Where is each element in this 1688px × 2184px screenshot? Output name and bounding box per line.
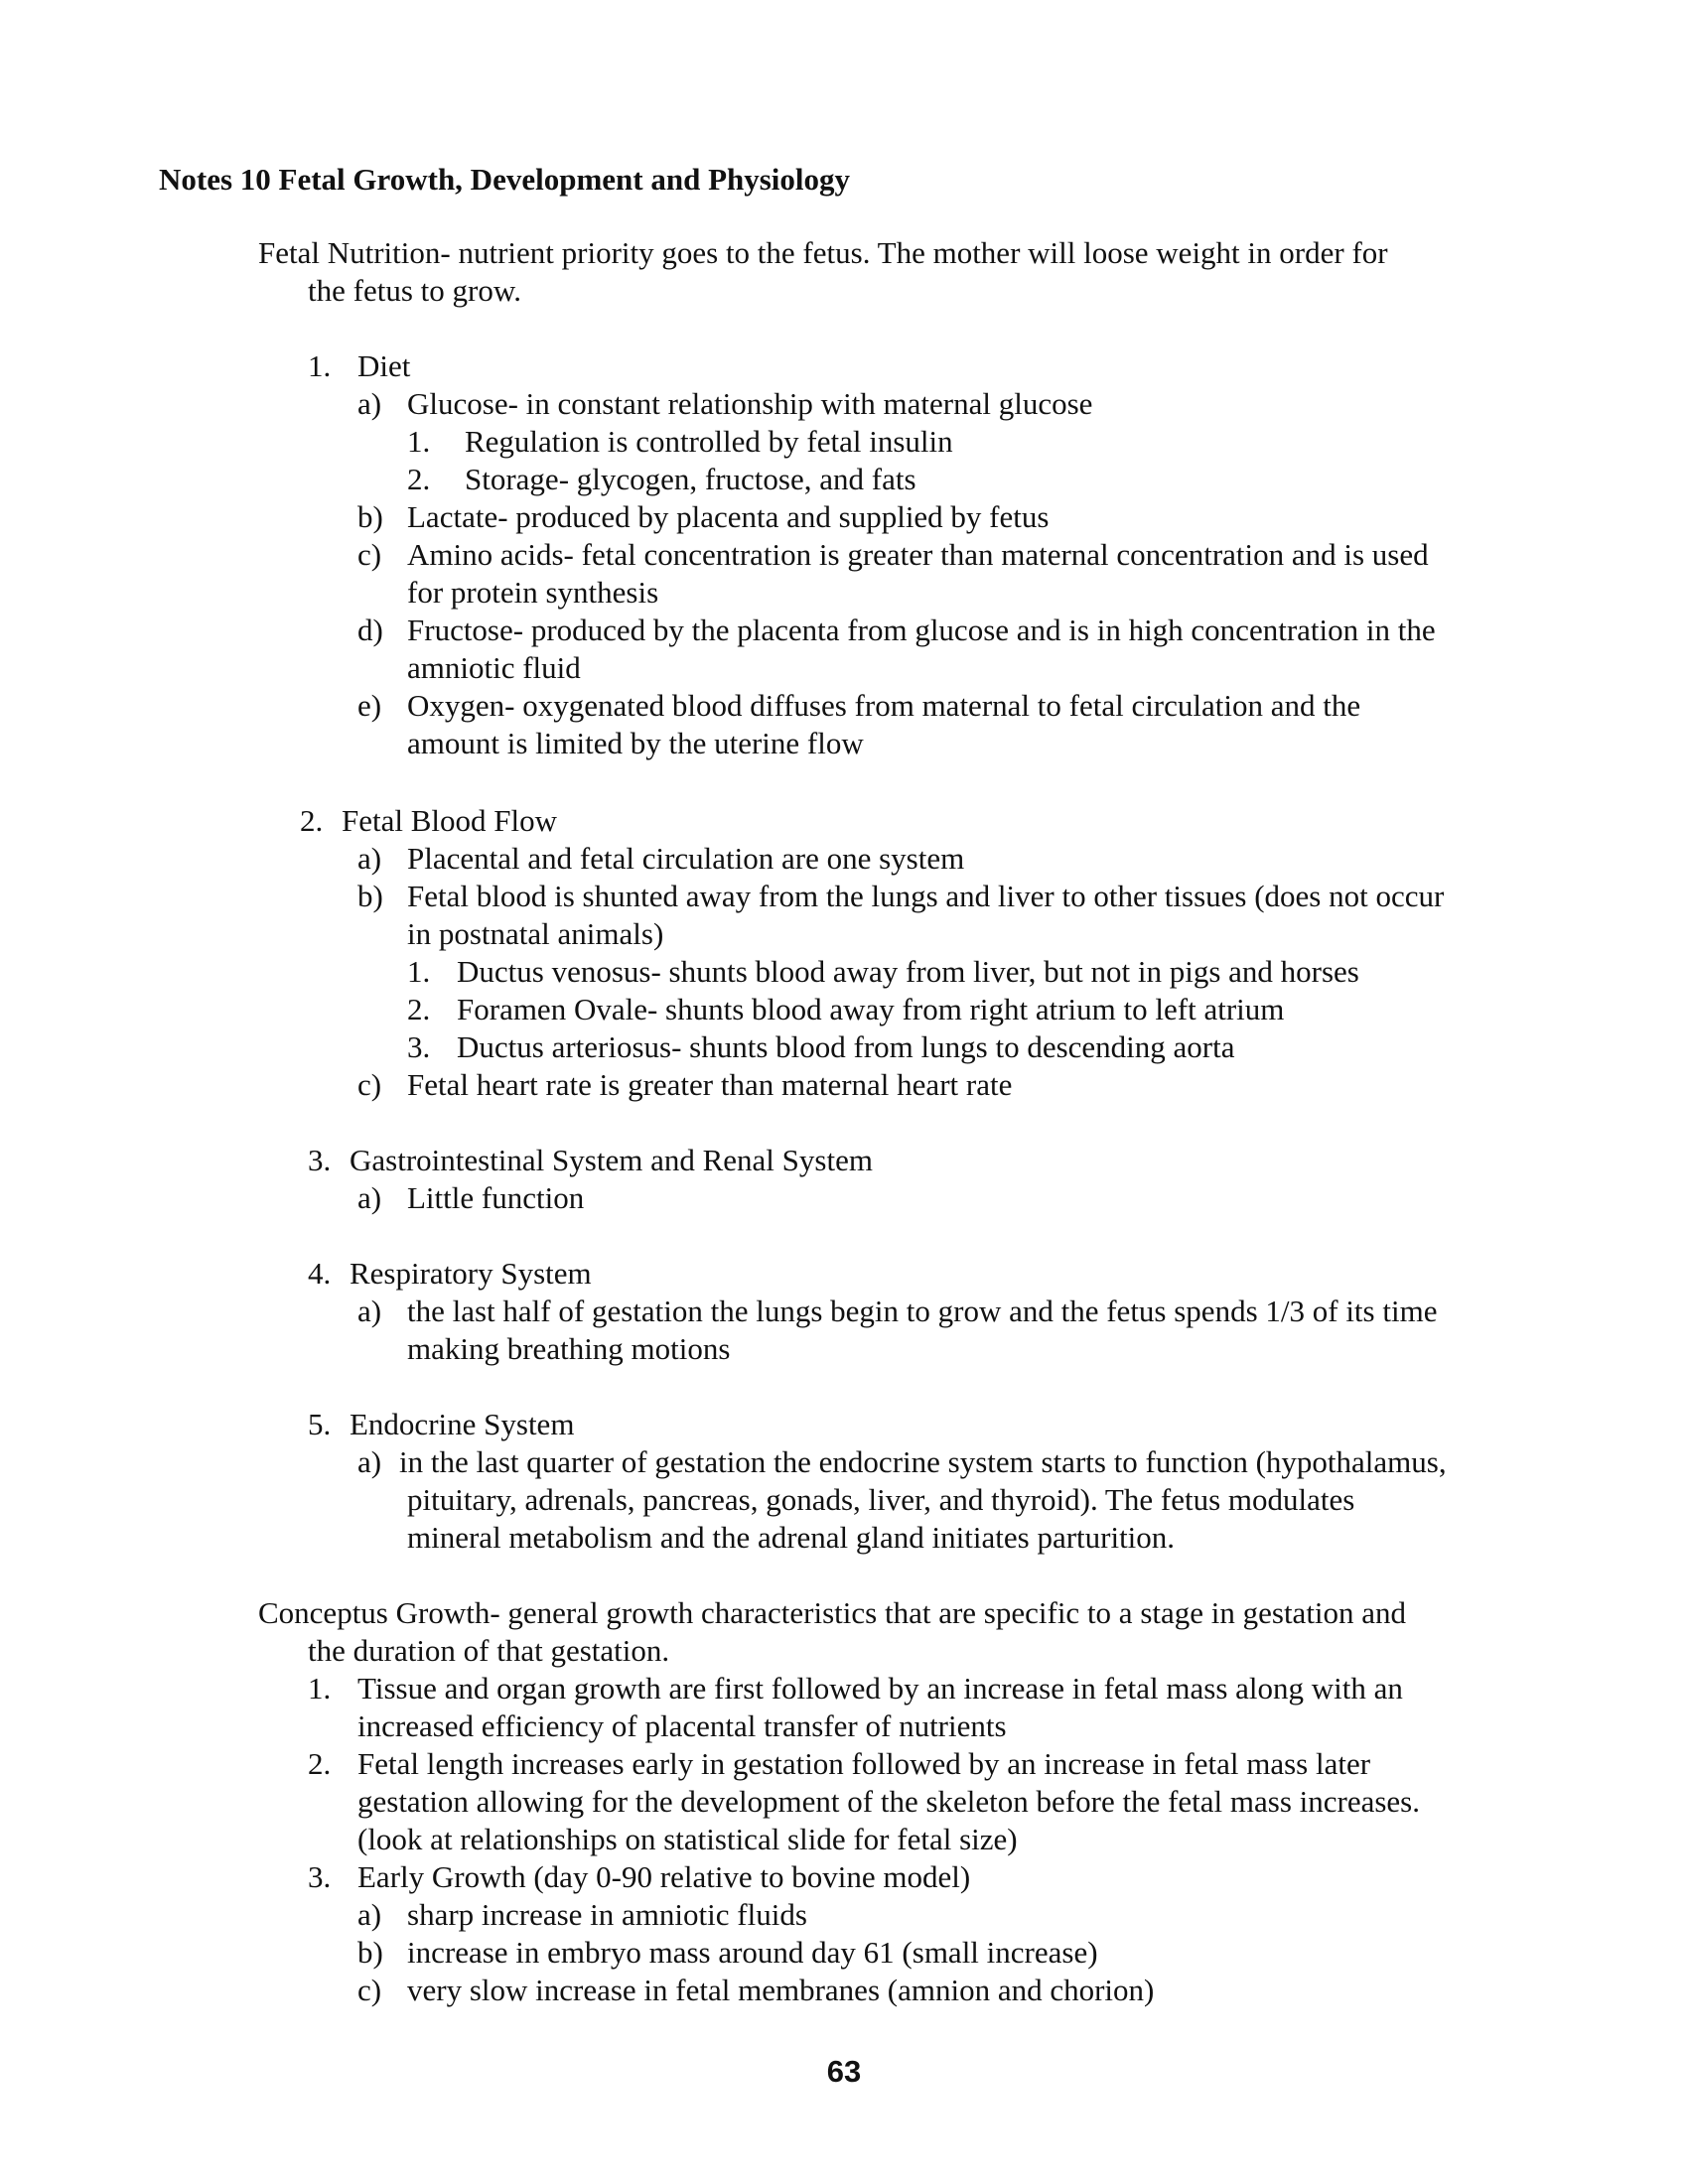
list-marker: 1. [407,424,431,459]
list-item-text: Tissue and organ growth are first followed by an increase in fetal mass along with an [357,1671,1403,1706]
list-marker: 1. [308,1671,332,1706]
conceptus-intro-line-1: Conceptus Growth- general growth characteristics that are specific to a stage in gestation and [258,1595,1407,1630]
section-heading-text: Respiratory System [350,1256,592,1291]
list-item-text: Little function [407,1180,585,1215]
section-heading-text: Diet [357,348,411,383]
list-item-text: Fetal heart rate is greater than maternal heart rate [407,1067,1013,1102]
list-item-text: Early Growth (day 0-90 relative to bovine model) [357,1859,971,1894]
list-marker: 3. [407,1029,431,1064]
list-item-text: Fetal blood is shunted away from the lungs and liver to other tissues (does not occur [407,879,1445,913]
list-marker: 3. [308,1143,332,1177]
list-item-text: Fetal length increases early in gestation followed by an increase in fetal mass later [357,1746,1371,1781]
list-marker: c) [357,1067,382,1102]
list-item-text: Placental and fetal circulation are one system [407,841,965,876]
list-item-text: Foramen Ovale- shunts blood away from right atrium to left atrium [457,992,1285,1026]
list-marker: a) [357,1897,382,1932]
list-marker: d) [357,613,383,647]
list-marker: b) [357,499,383,534]
nutrition-intro-line-2: the fetus to grow. [308,273,521,308]
list-marker: 2. [308,1746,332,1781]
list-marker: 5. [308,1407,332,1441]
list-item-continuation: amount is limited by the uterine flow [407,726,864,760]
list-marker: e) [357,688,382,723]
list-marker: 2. [300,803,324,838]
list-marker: c) [357,1973,382,2007]
list-marker: a) [357,386,382,421]
list-item-continuation: increased efficiency of placental transfer of nutrients [357,1708,1007,1743]
nutrition-intro-line-1: Fetal Nutrition- nutrient priority goes to the fetus. The mother will loose weight in order for [258,235,1388,270]
list-item-text: the last half of gestation the lungs begin to grow and the fetus spends 1/3 of its time [407,1294,1438,1328]
list-item-text: Ductus venosus- shunts blood away from liver, but not in pigs and horses [457,954,1359,989]
list-item-continuation: pituitary, adrenals, pancreas, gonads, liver, and thyroid). The fetus modulates [407,1482,1355,1517]
list-item-text: Ductus arteriosus- shunts blood from lungs to descending aorta [457,1029,1235,1064]
list-item-continuation: (look at relationships on statistical slide for fetal size) [357,1822,1018,1856]
section-heading-text: Endocrine System [350,1407,575,1441]
list-marker: 2. [407,992,431,1026]
list-marker: a) [357,1444,382,1479]
list-item-continuation: gestation allowing for the development of the skeleton before the fetal mass increases. [357,1784,1420,1819]
section-heading-text: Fetal Blood Flow [342,803,558,838]
list-marker: a) [357,1180,382,1215]
list-marker: a) [357,1294,382,1328]
list-item-continuation: for protein synthesis [407,575,659,610]
list-item-continuation: making breathing motions [407,1331,731,1366]
list-item-continuation: amniotic fluid [407,650,581,685]
list-marker: 1. [308,348,332,383]
list-item-text: Oxygen- oxygenated blood diffuses from maternal to fetal circulation and the [407,688,1361,723]
list-item-continuation: in postnatal animals) [407,916,664,951]
list-marker: 2. [407,462,431,496]
list-item-text: increase in embryo mass around day 61 (small increase) [407,1935,1098,1970]
list-item-text: Glucose- in constant relationship with maternal glucose [407,386,1093,421]
conceptus-intro-line-2: the duration of that gestation. [308,1633,670,1668]
list-item-text: sharp increase in amniotic fluids [407,1897,807,1932]
list-item-text: Fructose- produced by the placenta from glucose and is in high concentration in the [407,613,1436,647]
list-item-text: Amino acids- fetal concentration is greater than maternal concentration and is used [407,537,1429,572]
list-marker: b) [357,1935,383,1970]
page-title: Notes 10 Fetal Growth, Development and Physiology [159,162,851,197]
list-marker: 4. [308,1256,332,1291]
list-marker: b) [357,879,383,913]
list-marker: 3. [308,1859,332,1894]
list-marker: 1. [407,954,431,989]
list-item-text: Regulation is controlled by fetal insulin [465,424,953,459]
list-item-text: very slow increase in fetal membranes (amnion and chorion) [407,1973,1155,2007]
page-number: 63 [826,2054,862,2089]
list-item-text: in the last quarter of gestation the endocrine system starts to function (hypothalamus, [399,1444,1447,1479]
section-heading-text: Gastrointestinal System and Renal System [350,1143,873,1177]
list-item-text: Storage- glycogen, fructose, and fats [465,462,916,496]
list-item-text: Lactate- produced by placenta and supplied by fetus [407,499,1050,534]
list-marker: c) [357,537,382,572]
list-item-continuation: mineral metabolism and the adrenal gland initiates parturition. [407,1520,1176,1555]
list-marker: a) [357,841,382,876]
